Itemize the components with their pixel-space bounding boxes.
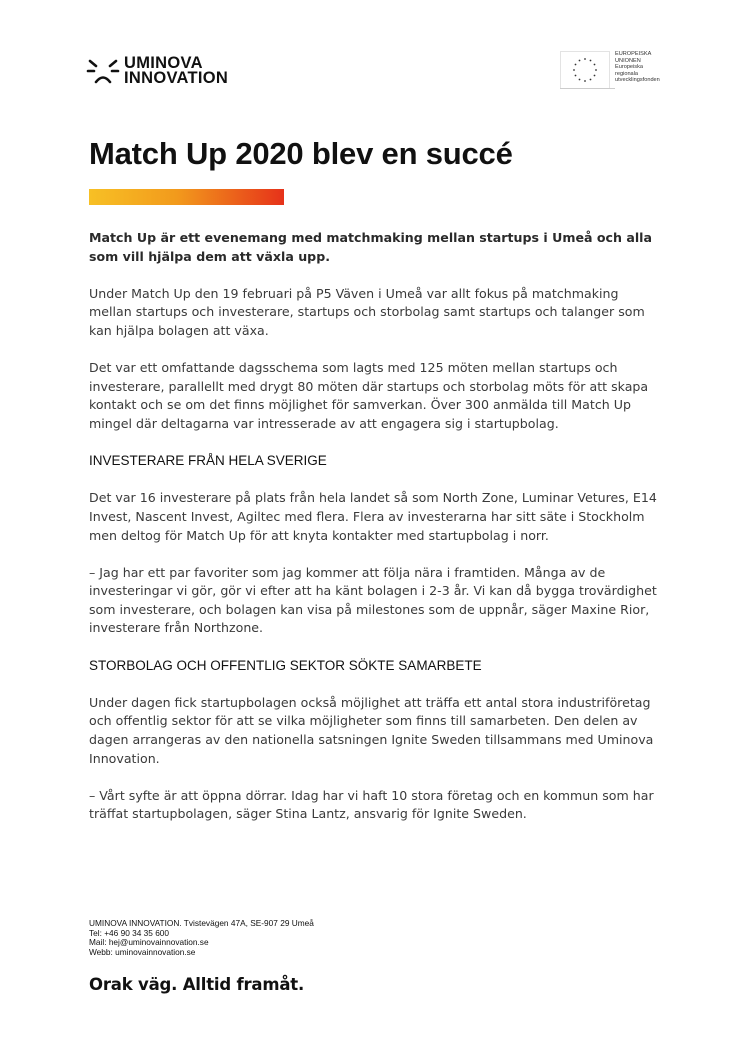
quote-paragraph: – Vårt syfte är att öppna dörrar. Idag har vi haft 10 stora företag och en kommun som har träffat startupbolagen, säger Stina Lantz, ansvarig för Ignite Sweden.	[89, 787, 654, 822]
logo-line-1: UMINOVA	[124, 54, 203, 72]
article-body	[89, 229, 659, 843]
page-title: Match Up 2020 blev en succé	[89, 136, 513, 171]
footer-mail: Mail: hej@uminovainnovation.se	[89, 937, 209, 948]
eu-stars-icon	[570, 55, 600, 85]
slogan: Orak väg. Alltid framåt.	[89, 975, 305, 994]
logo-line-2: INNOVATION	[124, 69, 229, 87]
logo-wordmark	[124, 56, 228, 86]
paragraph: Under Match Up den 19 februari på P5 Väven i Umeå var allt fokus på matchmaking mellan startups och investerare, startups och storbolag samt startups och talanger som kan hjälpa bolagen att växa.	[89, 285, 645, 338]
uminova-logo	[86, 54, 228, 88]
lead-paragraph: Match Up är ett evenemang med matchmaking mellan startups i Umeå och alla som vill hjälpa dem att växla upp.	[89, 230, 652, 264]
footer-address: UMINOVA INNOVATION. Tvistevägen 47A, SE-907 29 Umeå	[89, 918, 314, 928]
quote-paragraph: – Jag har ett par favoriter som jag kommer att följa nära i framtiden. Många av de investeringar vi gör, gör vi efter att ha känt bolagen i 2-3 år. Vi kan då bygga trovärdighet som investerare, och bolagen kan visa på milestones som de uppnår, säger Maxine Rior, investerare från Northzone.	[89, 564, 657, 636]
footer-tel: Tel: +46 90 34 35 600	[89, 927, 170, 938]
eu-divider	[560, 88, 615, 89]
footer-web: Webb: uminovainnovation.se	[89, 947, 196, 958]
eu-label-line: Europeiska	[615, 64, 643, 71]
paragraph: Under dagen fick startupbolagen också möjlighet att träffa ett antal stora industriföretag och offentlig sektor för att se vilka möjligheter som finns till samarbeten. Den delen av dagen arrangeras av den nationella satsningen Ignite Sweden tillsammans med Uminova Innovation.	[89, 694, 654, 766]
eu-flag	[560, 51, 610, 88]
section-heading-corporates: STORBOLAG OCH OFFENTLIG SEKTOR SÖKTE SAMARBETE	[89, 657, 482, 673]
eu-funding-mark	[560, 51, 660, 88]
section-heading-investors: INVESTERARE FRÅN HELA SVERIGE	[89, 453, 327, 469]
eu-label-line: regionala	[615, 70, 639, 77]
paragraph: Det var 16 investerare på plats från hela landet så som North Zone, Luminar Vetures, E14 Invest, Nascent Invest, Agiltec med flera. Flera av investerarna har sitt säte i Stockholm men deltog för Match Up för att knyta kontakter med startupbolag i norr.	[89, 490, 657, 543]
eu-label	[615, 51, 660, 84]
accent-bar	[89, 189, 284, 205]
uminova-logo-icon	[86, 54, 120, 88]
eu-label-line: EUROPEISKA	[615, 51, 652, 57]
eu-label-line: utvecklingsfonden	[615, 77, 660, 84]
paragraph: Det var ett omfattande dagsschema som lagts med 125 möten mellan startups och investerare, parallellt med drygt 80 möten där startups och storbolag möts för att skapa kontakt och se om det finns möjlighet för samverkan. Över 300 anmälda till Match Up mingel där deltagarna var intresserade av att engagera sig i startupbolag.	[89, 360, 649, 431]
footer-contact	[89, 919, 314, 958]
eu-label-line: UNIONEN	[615, 57, 641, 64]
